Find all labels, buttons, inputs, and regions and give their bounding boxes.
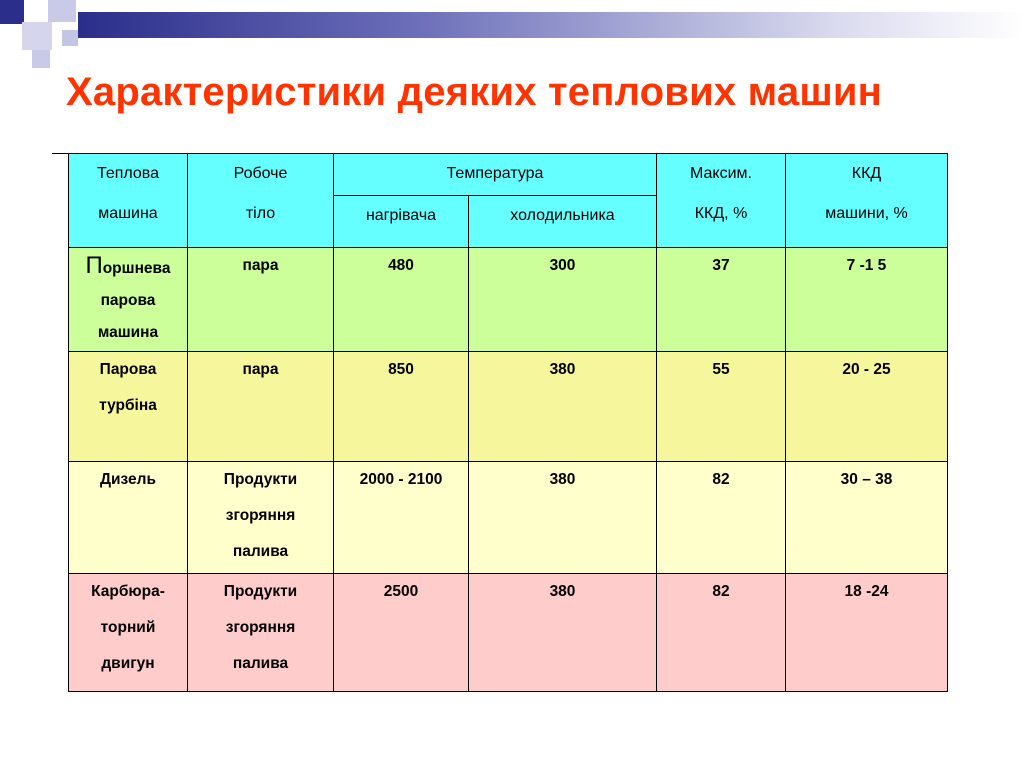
cell-machine: Парова турбіна [69,352,188,462]
decor-square-light [62,30,78,46]
cell-cooler: 380 [469,352,657,462]
header-cooler: холодильника [469,196,657,248]
cell-eff: 20 - 25 [786,352,948,462]
header-row [69,154,948,196]
header-temperature: Температура [334,154,657,196]
cell-heater: 850 [334,352,469,462]
decor-square-light [32,50,50,68]
cell-body: пара [188,352,334,462]
cell-eff: 18 -24 [786,574,948,692]
header-max-efficiency: Максим. ККД, % [657,154,786,248]
cell-machine: Карбюра- торний двигун [69,574,188,692]
header-working-body: Робоче тіло [188,154,334,248]
header-machine: Теплова машина [69,154,188,248]
cell-body: Продукти згоряння палива [188,462,334,574]
cell-heater: 480 [334,248,469,352]
cell-heater: 2000 - 2100 [334,462,469,574]
header-heater: нагрівача [334,196,469,248]
heat-engines-table [68,153,948,692]
cell-machine: Поршнева парова машина [69,248,188,352]
cell-max-eff: 82 [657,462,786,574]
table-row [69,352,948,462]
decor-hairline [52,153,68,154]
table-row [69,574,948,692]
cell-cooler: 380 [469,574,657,692]
decor-top-bar [78,12,1024,38]
cell-max-eff: 37 [657,248,786,352]
cell-max-eff: 82 [657,574,786,692]
cell-eff: 7 -1 5 [786,248,948,352]
cell-max-eff: 55 [657,352,786,462]
cell-machine: Дизель [69,462,188,574]
cell-cooler: 380 [469,462,657,574]
slide-title: Характеристики деяких теплових машин [66,70,883,114]
header-efficiency: ККД машини, % [786,154,948,248]
table-row [69,462,948,574]
decor-square-light [48,0,76,22]
cell-heater: 2500 [334,574,469,692]
cell-eff: 30 – 38 [786,462,948,574]
cell-body: пара [188,248,334,352]
cell-cooler: 300 [469,248,657,352]
decor-square-navy [0,0,24,24]
table-row [69,248,948,352]
cell-body: Продукти згоряння палива [188,574,334,692]
decor-square-light [22,22,52,50]
